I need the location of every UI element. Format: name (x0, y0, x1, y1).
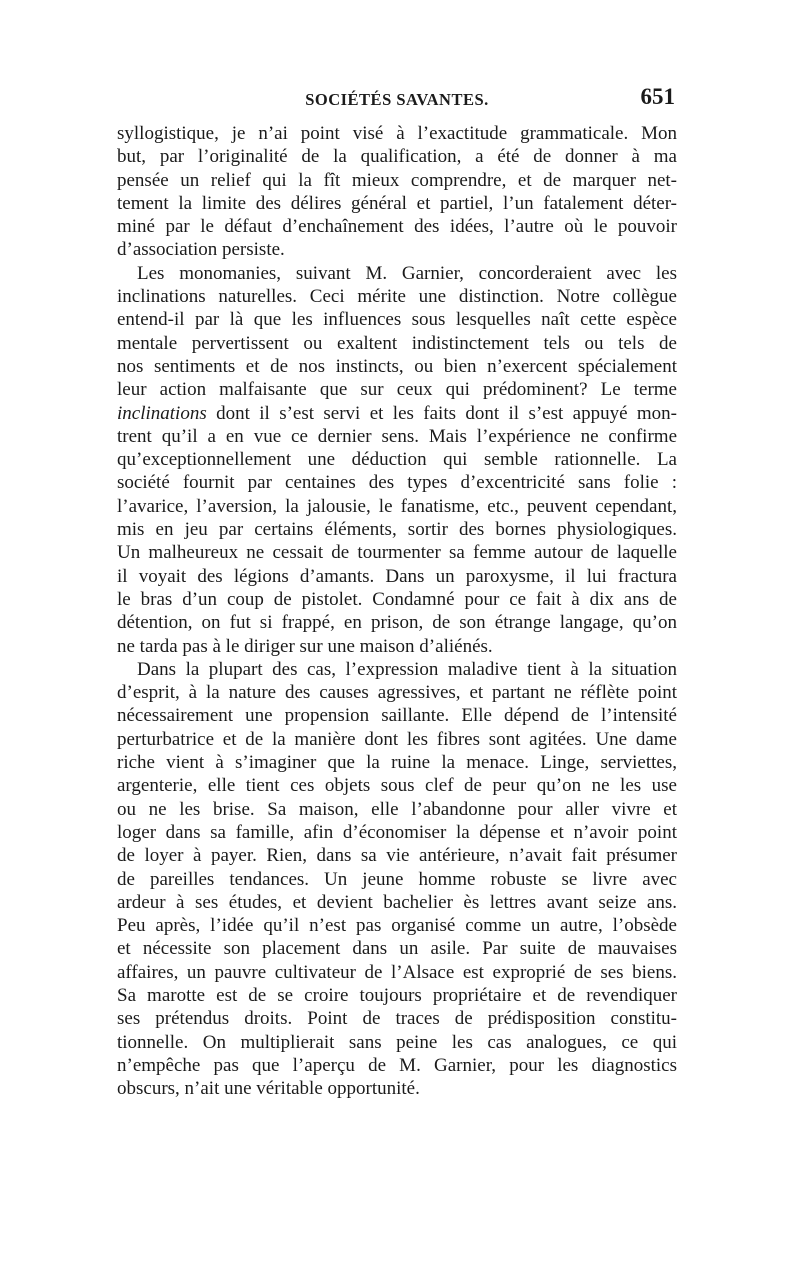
text-line: de pareilles tendances. Un jeune homme robuste se livre avec (117, 868, 677, 890)
text-line: d’esprit, à la nature des causes agressives, et partant ne réflète point (117, 682, 677, 704)
text-line: le bras d’un coup de pistolet. Condamné pour ce fait à dix ans de (117, 588, 677, 610)
text-line: entend-il par là que les influences sous lesquelles naît cette espèce (117, 309, 677, 331)
text-line: obscurs, n’ait une véritable opportunité. (117, 1078, 420, 1100)
italic-term: inclinations (117, 402, 207, 424)
text-line: argenterie, elle tient ces objets sous clef de peur qu’on ne les use (117, 775, 677, 797)
text-line: nos sentiments et de nos instincts, ou bien n’exercent spécialement (117, 355, 677, 377)
text-line: n’empêche pas que l’aperçu de M. Garnier, pour les diagnostics (117, 1054, 677, 1076)
body-text (117, 122, 677, 1100)
text-line: ou ne les brise. Sa maison, elle l’abandonne pour aller vivre et (117, 798, 677, 820)
paragraph-1 (117, 122, 677, 262)
text-line: ardeur à ses études, et devient bachelier ès lettres avant seize ans. (117, 891, 677, 913)
text-line: inclinations dont il s’est servi et les faits dont il s’est appuyé mon- (117, 402, 677, 424)
text-line: pensée un relief qui la fît mieux comprendre, et de marquer net- (117, 169, 677, 191)
text-line: loger dans sa famille, afin d’économiser la dépense et n’avoir point (117, 821, 677, 843)
text-line: l’avarice, l’aversion, la jalousie, le fanatisme, etc., peuvent cependant, (117, 495, 677, 517)
text-line: mis en jeu par certains éléments, sortir des bornes physiologiques. (117, 519, 677, 541)
running-head (117, 82, 677, 122)
text-line: mentale pervertissent ou exaltent indistinctement tels ou tels de (117, 332, 677, 354)
text-line: ses prétendus droits. Point de traces de prédisposition constitu- (117, 1008, 677, 1030)
text-line: ne tarda pas à le diriger sur une maison d’aliénés. (117, 635, 493, 657)
text-line: trent qu’il a en vue ce dernier sens. Mais l’expérience ne confirme (117, 425, 677, 447)
text-line: de loyer à payer. Rien, dans sa vie antérieure, n’avait fait présumer (117, 845, 677, 867)
text-line: syllogistique, je n’ai point visé à l’exactitude grammaticale. Mon (117, 123, 677, 144)
text-line: d’association persiste. (117, 239, 285, 261)
text-line: et nécessite son placement dans un asile. Par suite de mauvaises (117, 938, 677, 960)
text-line: Sa marotte est de se croire toujours propriétaire et de revendiquer (117, 984, 677, 1006)
text-line: Dans la plupart des cas, l’expression maladive tient à la situation (137, 658, 677, 680)
book-page (117, 82, 677, 1100)
paragraph-2 (117, 262, 677, 658)
text-line: miné par le défaut d’enchaînement des idées, l’autre où le pouvoir (117, 216, 677, 238)
text-line: but, par l’originalité de la qualification, a été de donner à ma (117, 146, 677, 168)
text-line: nécessairement une propension saillante. Elle dépend de l’intensité (117, 705, 677, 727)
text-line: société fournit par centaines des types d’excentricité sans folie : (117, 472, 677, 494)
text-line: il voyait des légions d’amants. Dans un paroxysme, il lui fractura (117, 565, 677, 587)
paragraph-3 (117, 658, 677, 1101)
text-line: Un malheureux ne cessait de tourmenter sa femme autour de laquelle (117, 542, 677, 564)
text-line: perturbatrice et de la manière dont les fibres sont agitées. Une dame (117, 728, 677, 750)
running-head-title: SOCIÉTÉS SAVANTES. (305, 90, 489, 109)
text-line: Les monomanies, suivant M. Garnier, concorderaient avec les (137, 262, 677, 284)
text-line: riche vient à s’imaginer que la ruine la menace. Linge, serviettes, (117, 752, 677, 774)
text-line: tionnelle. On multiplierait sans peine les cas analogues, ce qui (117, 1031, 677, 1053)
text-line: Peu après, l’idée qu’il n’est pas organisé comme un autre, l’obsède (117, 915, 677, 937)
text-line: affaires, un pauvre cultivateur de l’Alsace est exproprié de ses biens. (117, 961, 677, 983)
text-line: détention, on fut si frappé, en prison, de son étrange langage, qu’on (117, 612, 677, 634)
page-number: 651 (640, 84, 675, 109)
text-line: inclinations naturelles. Ceci mérite une distinction. Notre collègue (117, 286, 677, 308)
text-line: tement la limite des délires général et partiel, l’un fatalement déter- (117, 192, 677, 214)
text-line: qu’exceptionnellement une déduction qui semble rationnelle. La (117, 449, 677, 471)
text-line: leur action malfaisante que sur ceux qui prédominent? Le terme (117, 379, 677, 401)
